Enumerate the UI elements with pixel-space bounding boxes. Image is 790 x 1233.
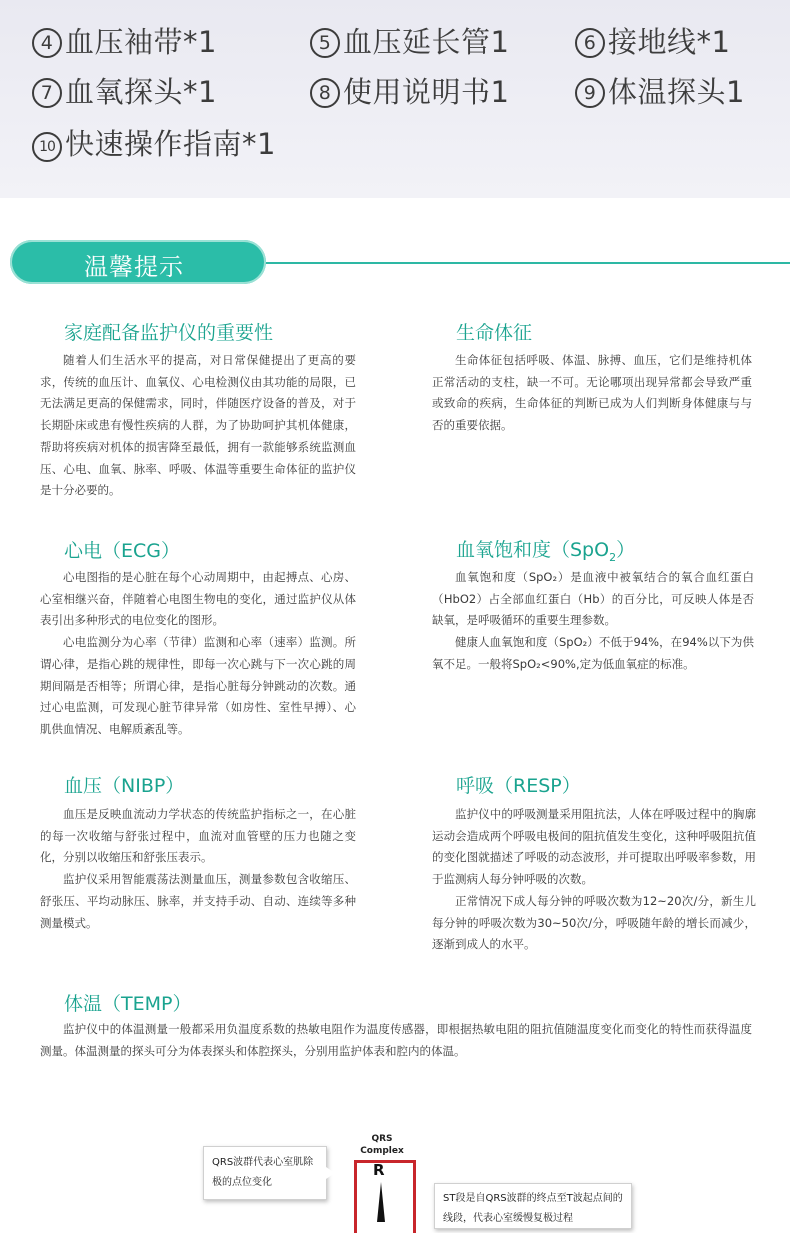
paragraph: 血氧饱和度（SpO₂）是血液中被氧结合的氧合血红蛋白（HbO2）占全部血红蛋白（Hb）的百分比，可反映人体是否缺氧，是呼吸循环的重要生理参数。 [432,570,754,628]
qrs-note-callout: QRS波群代表心室肌除极的点位变化 [203,1146,327,1200]
number-badge: 10 [32,132,62,162]
title-main: 血氧饱和度（SpO [456,539,610,561]
accessory-label: 血压延长管1 [343,25,510,59]
number-badge: 4 [32,28,62,58]
paragraph: 生命体征包括呼吸、体温、脉搏、血压，它们是维持机体正常活动的支柱，缺一不可。无论哪项出现异常都会导致严重或致命的疾病，生命体征的判断已成为人们判断身体健康与与否的重要依据。 [432,353,752,433]
accessory-item [32,122,276,163]
accessory-item [32,20,217,61]
paragraph: 随着人们生活水平的提高，对日常保健提出了更高的要求，传统的血压计、血氧仪、心电检测仪由其功能的局限，已无法满足更高的保健需求，同时，伴随医疗设备的普及，对于长期卧床或患有慢性疾病的人群，为了协助呵护其机体健康，帮助将疾病对机体的损害降至最低，拥有一款能够系统监测血压、心电、血氧、脉率、呼吸、体温等重要生命体征的监护仪是十分必要的。 [40,353,356,498]
paragraph: 正常情况下成人每分钟的呼吸次数为12~20次/分，新生儿每分钟的呼吸次数为30~50次/分，呼吸随年龄的增长而减少，逐渐到成人的水平。 [432,893,756,952]
st-note-callout: ST段是自QRS波群的终点至T波起点间的线段，代表心室缓慢复极过程 [434,1183,632,1229]
section-title: 体温（TEMP） [64,993,192,1015]
accessory-item [32,70,217,111]
accessories-panel [0,0,790,198]
r-wave-label: R [373,1161,385,1179]
tips-heading: 温馨提示 [84,253,184,281]
number-badge: 6 [575,28,605,58]
accessory-label: 血压袖带*1 [65,25,217,59]
section-title [456,535,635,564]
title-end: ） [616,539,636,561]
qrs-caption [354,1133,410,1157]
qrs-caption-line2: Complex [360,1146,404,1156]
section-body [40,350,356,502]
accessory-label: 接地线*1 [608,25,731,59]
accessory-item [575,20,730,61]
accessory-label: 使用说明书1 [343,75,510,109]
section-title: 生命体征 [456,322,533,344]
section-title: 家庭配备监护仪的重要性 [64,322,274,344]
accessory-label: 快速操作指南*1 [65,127,276,161]
paragraph: 监护仪中的呼吸测量采用阻抗法，人体在呼吸过程中的胸廓运动会造成两个呼吸电极间的阻抗值发生变化，这种呼吸阻抗值的变化图就描述了呼吸的动态波形，并可提取出呼吸率参数，用于监测病人每分钟呼吸的次数。 [432,807,756,887]
section-body [432,567,754,676]
paragraph: 血压是反映血流动力学状态的传统监护指标之一，在心脏的每一次收缩与舒张过程中，血流对血管壁的压力也随之变化，分别以收缩压和舒张压表示。 [40,807,356,865]
section-body [432,804,756,956]
accessory-label: 血氧探头*1 [65,75,217,109]
section-title: 血压（NIBP） [64,775,185,797]
section-body [40,1019,752,1062]
paragraph: 监护仪采用智能震荡法测量血压，测量参数包含收缩压、舒张压、平均动脉压、脉率，并支持手动、自动、连续等多种测量模式。 [40,872,356,930]
paragraph: 心电图指的是心脏在每个心动周期中，由起搏点、心房、心室相继兴奋，伴随着心电图生物电的变化，通过监护仪从体表引出多种形式的电位变化的图形。 [40,570,356,628]
section-body [40,804,356,934]
paragraph: 健康人血氧饱和度（SpO₂）不低于94%，在94%以下为供氧不足。一般将SpO₂<90%,定为低血氧症的标准。 [432,635,754,671]
qrs-caption-line1: QRS [371,1134,393,1144]
divider-line [262,262,790,264]
number-badge: 8 [310,78,340,108]
accessory-label: 体温探头1 [608,75,745,109]
qrs-highlight-box [354,1160,416,1233]
accessory-item [310,70,509,111]
section-title: 呼吸（RESP） [456,775,581,797]
accessory-item [575,70,745,111]
section-body [432,350,752,437]
section-title: 心电（ECG） [64,540,180,562]
number-badge: 9 [575,78,605,108]
paragraph: 监护仪中的体温测量一般都采用负温度系数的热敏电阻作为温度传感器，即根据热敏电阻的阻抗值随温度变化而变化的特性而获得温度测量。体温测量的探头可分为体表探头和体腔探头，分别用监护体表和腔内的体温。 [40,1022,752,1058]
number-badge: 5 [310,28,340,58]
r-wave-spike [377,1182,385,1222]
number-badge: 7 [32,78,62,108]
accessory-item [310,20,509,61]
section-body [40,567,356,741]
paragraph: 心电监测分为心率（节律）监测和心率（速率）监测。所谓心律，是指心跳的规律性，即每一次心跳与下一次心跳的周期间隔是否相等；所谓心律，是指心脏每分钟跳动的次数。通过心电监测，可发现心脏节律异常（如房性、室性早搏）、心肌供血情况、电解质紊乱等。 [40,635,356,736]
title-sub: 2 [609,550,617,564]
